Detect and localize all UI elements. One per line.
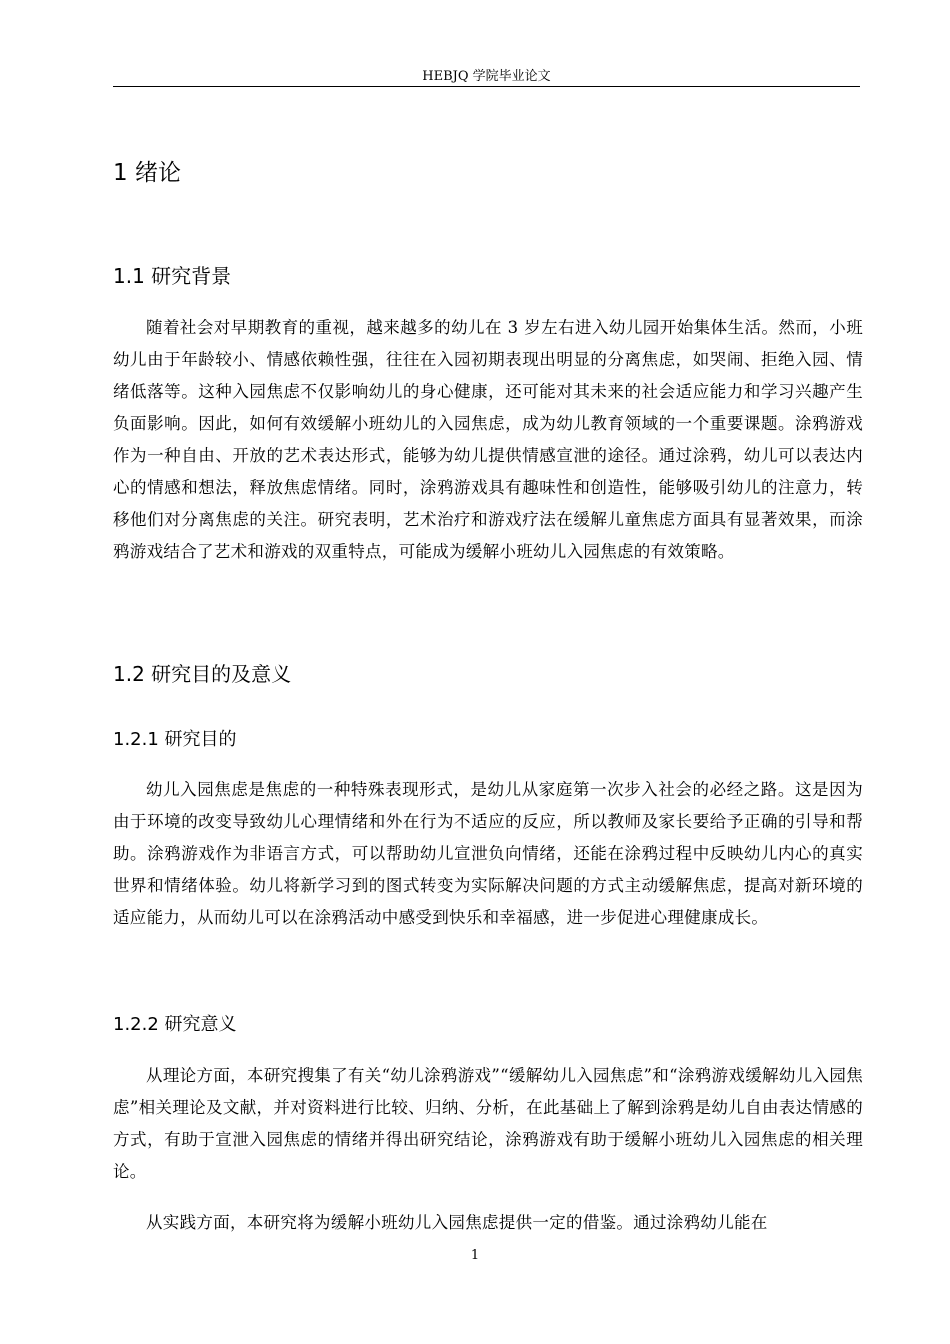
paragraph-research-background: 随着社会对早期教育的重视，越来越多的幼儿在 3 岁左右进入幼儿园开始集体生活。然而，小班幼儿由于年龄较小、情感依赖性强，往往在入园初期表现出明显的分离焦虑，如哭闹、拒绝入园、情绪低落等。这种入园焦虑不仅影响幼儿的身心健康，还可能对其未来的社会适应能力和学习兴趣产生负面影响。因此，如何有效缓解小班幼儿的入园焦虑，成为幼儿教育领域的一个重要课题。涂鸦游戏作为一种自由、开放的艺术表达形式，能够为幼儿提供情感宣泄的途径。通过涂鸦，幼儿可以表达内心的情感和想法，释放焦虑情绪。同时，涂鸦游戏具有趣味性和创造性，能够吸引幼儿的注意力，转移他们对分离焦虑的关注。研究表明，艺术治疗和游戏疗法在缓解儿童焦虑方面具有显著效果，而涂鸦游戏结合了艺术和游戏的双重特点，可能成为缓解小班幼儿入园焦虑的有效策略。 bbox=[113, 318, 863, 561]
section-heading-1-1: 1.1 研究背景 bbox=[113, 264, 232, 288]
paragraph-research-significance-practice: 从实践方面，本研究将为缓解小班幼儿入园焦虑提供一定的借鉴。通过涂鸦幼儿能在 bbox=[146, 1213, 768, 1232]
page-header: HEBJQ 学院毕业论文 bbox=[422, 69, 551, 84]
paragraph-research-purpose: 幼儿入园焦虑是焦虑的一种特殊表现形式，是幼儿从家庭第一次步入社会的必经之路。这是因为由于环境的改变导致幼儿心理情绪和外在行为不适应的反应，所以教师及家长要给予正确的引导和帮助。涂鸦游戏作为非语言方式，可以帮助幼儿宣泄负向情绪，还能在涂鸦过程中反映幼儿内心的真实世界和情绪体验。幼儿将新学习到的图式转变为实际解决问题的方式主动缓解焦虑，提高对新环境的适应能力，从而幼儿可以在涂鸦活动中感受到快乐和幸福感，进一步促进心理健康成长。 bbox=[113, 780, 863, 927]
section-heading-1-2: 1.2 研究目的及意义 bbox=[113, 662, 292, 686]
chapter-title: 1 绪论 bbox=[113, 160, 181, 186]
page-number: 1 bbox=[470, 1248, 480, 1263]
header-divider bbox=[113, 86, 860, 87]
subsection-heading-1-2-1: 1.2.1 研究目的 bbox=[113, 729, 237, 750]
subsection-heading-1-2-2: 1.2.2 研究意义 bbox=[113, 1014, 237, 1035]
paragraph-research-significance-theory: 从理论方面，本研究搜集了有关“幼儿涂鸦游戏”“缓解幼儿入园焦虑”和“涂鸦游戏缓解幼儿入园焦虑”相关理论及文献，并对资料进行比较、归纳、分析，在此基础上了解到涂鸦是幼儿自由表达情感的方式，有助于宣泄入园焦虑的情绪并得出研究结论，涂鸦游戏有助于缓解小班幼儿入园焦虑的相关理论。 bbox=[113, 1066, 863, 1181]
